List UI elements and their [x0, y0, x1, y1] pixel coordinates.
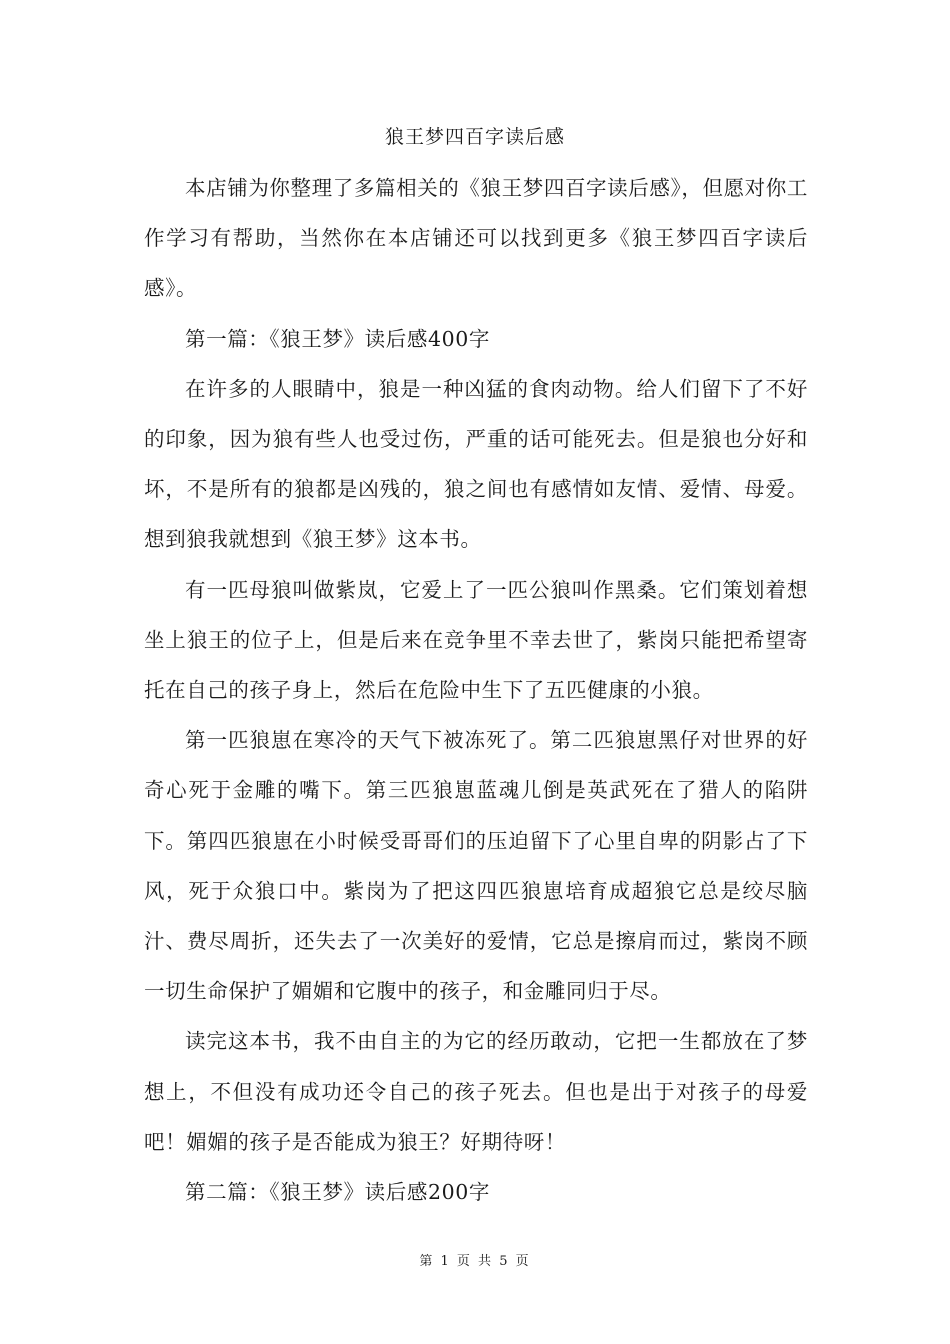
intro-paragraph: 本店铺为你整理了多篇相关的《狼王梦四百字读后感》，但愿对你工作学习有帮助，当然你在本店铺还可以找到更多《狼王梦四百字读后感》。	[144, 176, 808, 301]
document-body	[144, 163, 808, 1217]
section-heading-2: 第二篇：《狼王梦》读后感200字	[185, 1180, 490, 1205]
section-heading-1: 第一篇：《狼王梦》读后感400字	[185, 326, 490, 351]
body-paragraph: 读完这本书，我不由自主的为它的经历敢动，它把一生都放在了梦想上，不但没有成功还令自己的孩子死去。但也是出于对孩子的母爱吧！媚媚的孩子是否能成为狼王？好期待呀！	[144, 1029, 808, 1154]
body-paragraph: 有一匹母狼叫做紫岚，它爱上了一匹公狼叫作黑桑。它们策划着想坐上狼王的位子上，但是后来在竞争里不幸去世了，紫岗只能把希望寄托在自己的孩子身上，然后在危险中生下了五匹健康的小狼。	[144, 577, 808, 703]
body-paragraph: 在许多的人眼睛中，狼是一种凶猛的食肉动物。给人们留下了不好的印象，因为狼有些人也受过伤，严重的话可能死去。但是狼也分好和坏，不是所有的狼都是凶残的，狼之间也有感情如友情、爱情、母爱。想到狼我就想到《狼王梦》这本书。	[144, 376, 808, 552]
page-footer: 第 1 页 共 5 页	[419, 1254, 531, 1269]
body-paragraph: 第一匹狼崽在寒冷的天气下被冻死了。第二匹狼崽黑仔对世界的好奇心死于金雕的嘴下。第三匹狼崽蓝魂儿倒是英武死在了猎人的陷阱下。第四匹狼崽在小时候受哥哥们的压迫留下了心里自卑的阴影占了下风，死于众狼口中。紫岗为了把这四匹狼崽培育成超狼它总是绞尽脑汁、费尽周折，还失去了一次美好的爱情，它总是擦肩而过，紫岗不顾一切生命保护了媚媚和它腹中的孩子，和金雕同归于尽。	[144, 728, 808, 1004]
document-title: 狼王梦四百字读后感	[384, 126, 565, 148]
